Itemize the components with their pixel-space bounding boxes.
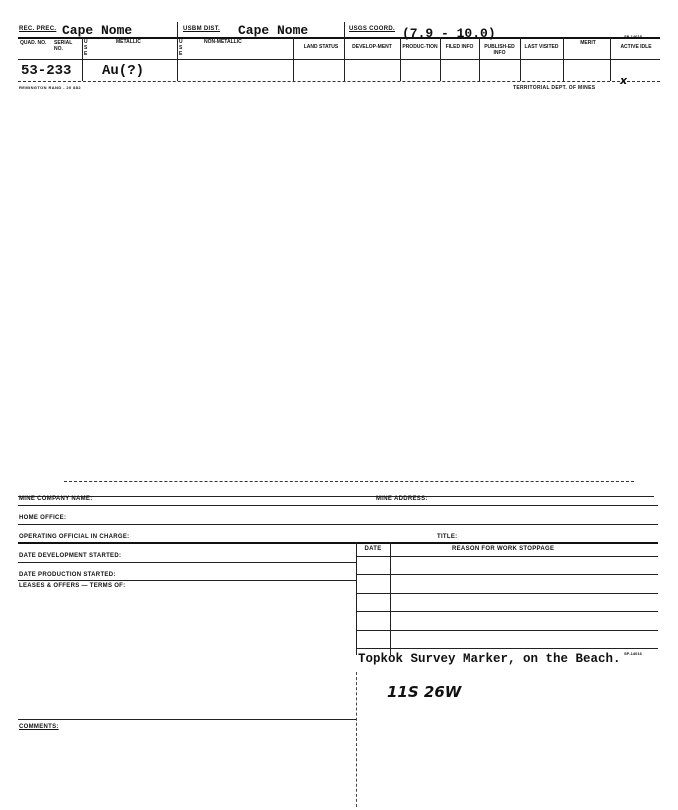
quad-no-label: QUAD. NO. [20,40,47,46]
mine-company-label: MINE COMPANY NAME: [19,496,93,502]
stoppage-row-rule [356,574,658,575]
col-divider [400,37,401,81]
reason-col-label: REASON FOR WORK STOPPAGE [452,546,555,552]
usgs-coord-label: USGS COORD. [349,26,395,32]
stoppage-row-rule [356,611,658,612]
usgs-coord-value: (7.9 - 10.0) [402,26,496,41]
leases-label: LEASES & OFFERS — TERMS OF: [19,583,126,589]
card-top-rule [18,496,654,497]
form-code: SP-14015 [624,34,642,39]
metallic-value: Au(?) [102,63,145,79]
operating-official-label: OPERATING OFFICIAL IN CHARGE: [19,534,130,540]
col-divider [293,37,294,81]
table-left-border [356,542,357,655]
comments-label: COMMENTS: [19,724,59,730]
card-top-dashed-rule [64,481,634,482]
stoppage-row-rule [356,556,658,557]
title-label: TITLE: [437,534,458,540]
row-rule [18,505,658,506]
date-col-divider [390,542,391,655]
date-production-label: DATE PRODUCTION STARTED: [19,572,116,578]
form-code-bottom: SP-14016 [624,651,642,656]
development-label: DEVELOP-MENT [352,44,392,50]
comments-rule [18,719,356,720]
header-divider [177,22,178,37]
use-label-nonmetallic: U S E [179,39,183,57]
production-label: PRODUC-TION [402,44,438,50]
serial-no-label: SERIAL NO. [54,40,73,52]
location-note: Topkok Survey Marker, on the Beach. [358,652,621,666]
home-office-label: HOME OFFICE: [19,515,67,521]
stoppage-row-rule [356,630,658,631]
dept-note: TERRITORIAL DEPT. OF MINES [513,85,596,91]
comments-divider [356,672,357,807]
col-divider [520,37,521,81]
stoppage-row-rule [356,648,658,649]
rec-prec-value: Cape Nome [62,23,133,38]
rec-prec-label: REC. PREC. [19,26,57,32]
stoppage-row-rule [356,593,658,594]
row-rule [18,542,658,544]
metallic-label: METALLIC [116,39,141,45]
date-col-label: DATE [364,546,382,552]
mine-address-label: MINE ADDRESS: [376,496,428,502]
col-divider [479,37,480,81]
published-info-label: PUBLISH-ED INFO [484,44,515,56]
non-metallic-label: NON-METALLIC [204,39,242,45]
col-divider [610,37,611,81]
col-divider [440,37,441,81]
last-visited-label: LAST VISITED [524,44,559,50]
col-divider [563,37,564,81]
land-status-label: LAND STATUS [303,44,339,50]
merit-label: MERIT [580,40,596,46]
date-development-label: DATE DEVELOPMENT STARTED: [19,553,122,559]
col-divider [344,22,345,81]
usbm-dist-label: USBM DIST. [183,26,221,32]
printer-note: REMINGTON RAND - 20 882 [19,85,82,90]
use-label-metallic: U S E [84,39,88,57]
handwritten-coordinates: 11S 26W [387,683,462,701]
active-idle-label: ACTIVE IDLE [620,44,652,50]
usbm-dist-value: Cape Nome [238,23,309,38]
filed-info-label: FILED INFO [445,44,474,50]
col-divider [177,37,178,81]
row-rule [18,524,658,525]
active-idle-mark: x [620,74,628,87]
row-rule [18,562,356,563]
quad-serial-value: 53-233 [21,63,72,79]
col-divider [82,37,83,81]
row-rule [18,580,356,581]
table-bottom-rule [18,81,660,82]
